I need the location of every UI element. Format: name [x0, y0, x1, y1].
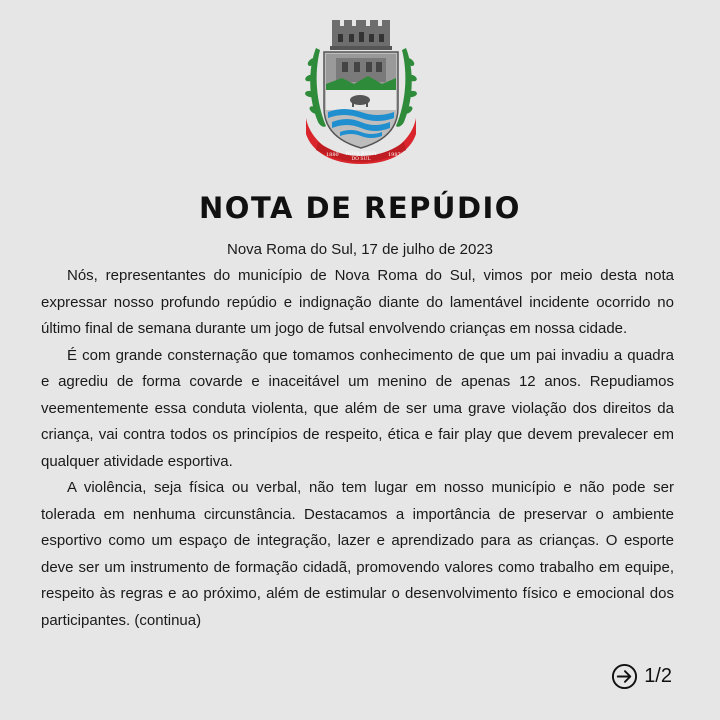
paragraph: A violência, seja física ou verbal, não tem lugar em nosso município e não pode ser tolerada em nenhuma circunstância. Destacamos a importância de preservar o ambiente esportivo como um espaço de integração, lazer e aprendizado para as crianças. O esporte deve ser um instrumento de formação cidadã, promovendo valores como trabalho em equipe, respeito às regras e ao próximo, além de estimular o desenvolvimento físico e emocional dos participantes. (continua): [41, 479, 674, 629]
ribbon-year-left: 1880: [326, 152, 339, 158]
page-title: NOTA DE REPÚDIO: [199, 191, 521, 225]
shield: [324, 52, 398, 148]
dateline: Nova Roma do Sul, 17 de julho de 2023: [226, 241, 493, 258]
paragraph: Nós, representantes do município de Nova Roma do Sul, vimos por meio desta nota expressar nosso profundo repúdio e indignação diante do lamentável incidente ocorrido no último final de semana durante um jogo de futsal envolvendo crianças em nossa cidade.: [41, 267, 674, 337]
municipal-coat-of-arms: [302, 18, 420, 164]
page-indicator[interactable]: [611, 662, 672, 690]
paragraph: É com grande consternação que tomamos conhecimento de que um pai invadiu a quadra e agrediu de forma covarde e inaceitável um menino de apenas 12 anos. Repudiamos veementemente essa conduta violenta, que além de ser uma grave violação dos direitos da criança, vai contra todos os princípios de respeito, ética e fair play que devem prevalecer em qualquer atividade esportiva.: [41, 346, 674, 470]
ribbon-city-line1: NOVA ROMA: [345, 152, 377, 157]
page-count: 1/2: [644, 665, 672, 687]
arrow-right-circle-icon[interactable]: [611, 663, 638, 690]
coat-of-arms-icon: [302, 18, 420, 164]
note-body: [41, 263, 674, 634]
ribbon-year-right: 1987: [388, 152, 401, 158]
ribbon-city-line2: DO SUL: [351, 157, 371, 162]
mural-crown: [330, 20, 392, 50]
